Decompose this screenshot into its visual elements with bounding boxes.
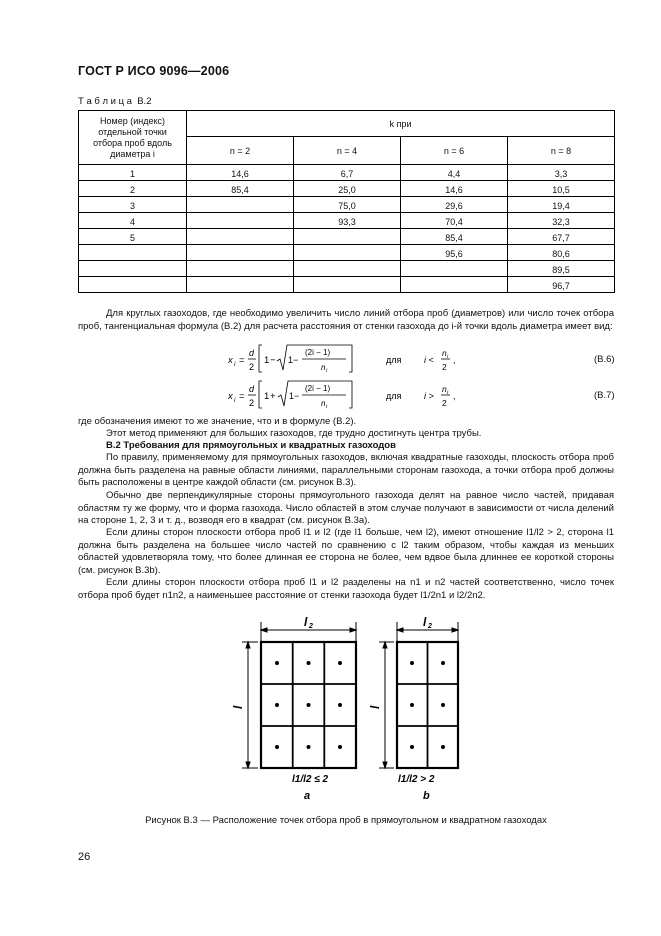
table-cell-value: 14,6 bbox=[401, 181, 508, 197]
sampling-point bbox=[338, 661, 342, 665]
table-row bbox=[79, 213, 615, 229]
formula-b6-cond-num: n bbox=[442, 348, 447, 358]
table-cell-value bbox=[187, 245, 294, 261]
formula-b6-cond-num-sub: i bbox=[447, 354, 449, 360]
figure-b-dim-l2-arrow-right bbox=[452, 628, 458, 632]
table-cell-value: 89,5 bbox=[508, 261, 615, 277]
sampling-point bbox=[410, 745, 414, 749]
table-cell-value bbox=[187, 229, 294, 245]
sampling-point bbox=[307, 703, 311, 707]
table-row bbox=[79, 277, 615, 293]
table-cell-index bbox=[79, 245, 187, 261]
table-cell-value bbox=[294, 261, 401, 277]
figure-b3 bbox=[230, 610, 480, 805]
figure-b-dim-l2-arrow-left bbox=[397, 628, 403, 632]
table-cell-value: 96,7 bbox=[508, 277, 615, 293]
formula-b7-label: (В.7) bbox=[594, 390, 615, 401]
table-row bbox=[79, 165, 615, 181]
formula-b7-inner-den: n bbox=[321, 399, 326, 408]
table-cell-index: 3 bbox=[79, 197, 187, 213]
formula-b6-num: d bbox=[249, 348, 255, 358]
paragraph-intro: Для круглых газоходов, где необходимо увеличить число линий отбора проб (диаметров) или число точек отбора проб, тангенциальная формула (В.2) для расчета расстояния от стенки газохода до i-й точки вдоль диаметра имеет вид: bbox=[78, 308, 614, 332]
table-cell-value bbox=[401, 277, 508, 293]
formula-b6-lhs-sub: i bbox=[234, 361, 236, 368]
table-cell-index bbox=[79, 261, 187, 277]
figure-a-dim-l1-arrow-top bbox=[246, 642, 250, 648]
table-row bbox=[79, 261, 615, 277]
table-header-n2: n = 4 bbox=[294, 137, 401, 165]
table-cell-index: 5 bbox=[79, 229, 187, 245]
table-cell-index: 1 bbox=[79, 165, 187, 181]
table-header-n1: n = 2 bbox=[187, 137, 294, 165]
table-header-index-label: Номер (индекс) отдельной точки отбора проб вдоль диаметра i bbox=[93, 115, 172, 159]
table-cell-value: 19,4 bbox=[508, 197, 615, 213]
formula-b7-lhs-sub: i bbox=[234, 397, 236, 404]
table-row bbox=[79, 245, 615, 261]
figure-b-l2-sub: 2 bbox=[428, 623, 432, 630]
sampling-point bbox=[441, 661, 445, 665]
formula-b6-sign: − bbox=[270, 355, 276, 366]
table-cell-value: 25,0 bbox=[294, 181, 401, 197]
paragraph-method: Этот метод применяют для больших газоходов, где трудно достигнуть центра трубы. bbox=[106, 428, 482, 439]
figure-a-l1-label: l bbox=[231, 705, 245, 709]
figure-a-dim-l1-arrow-bottom bbox=[246, 762, 250, 768]
sampling-point bbox=[338, 745, 342, 749]
figure-a-l2-sub: 2 bbox=[309, 623, 313, 630]
table-header-n3: n = 6 bbox=[401, 137, 508, 165]
table-cell-value: 4,4 bbox=[401, 165, 508, 181]
formula-b7-inner-one: 1− bbox=[289, 391, 300, 401]
figure-a-points bbox=[275, 661, 342, 749]
formula-b7-comma: , bbox=[453, 391, 456, 401]
sampling-point bbox=[441, 745, 445, 749]
table-cell-value bbox=[187, 277, 294, 293]
table-cell-value bbox=[294, 277, 401, 293]
paragraph-usually: Обычно две перпендикулярные стороны прямоугольного газохода делят на равное число частей, придавая областям ту же форму, что и форма газохода. Число областей в этом случае получают в зависимости от числа делений на стороне 1, 2, 3 и т. д., возводя его в квадрат (см. рисунок В.3а). bbox=[78, 490, 614, 526]
formula-b6-label: (В.6) bbox=[594, 354, 615, 365]
figure-b-dim-l1-arrow-top bbox=[383, 642, 387, 648]
sampling-point bbox=[410, 703, 414, 707]
table-cell-value: 6,7 bbox=[294, 165, 401, 181]
table-cell-value bbox=[401, 261, 508, 277]
formula-b7-svg bbox=[228, 378, 528, 410]
table-cell-value bbox=[187, 213, 294, 229]
table-row bbox=[79, 197, 615, 213]
table-cell-value: 70,4 bbox=[401, 213, 508, 229]
formula-b7-den: 2 bbox=[249, 398, 255, 408]
formula-b7-cond-word: для bbox=[386, 391, 402, 401]
formula-b7-cond-den: 2 bbox=[442, 398, 447, 408]
formula-b7-lhs: x bbox=[228, 391, 233, 402]
table-cell-value: 85,4 bbox=[187, 181, 294, 197]
table-cell-value bbox=[187, 197, 294, 213]
table-cell-index bbox=[79, 277, 187, 293]
figure-b-ratio: l1/l2 > 2 bbox=[398, 774, 435, 785]
formula-b7 bbox=[228, 378, 528, 410]
table-row bbox=[79, 229, 615, 245]
table-cell-value bbox=[294, 229, 401, 245]
table-cell-value: 32,3 bbox=[508, 213, 615, 229]
formula-b6 bbox=[228, 342, 528, 374]
paragraph-counts: Если длины сторон плоскости отбора проб l1 и l2 разделены на n1 и n2 частей соответственно, число точек отбора проб будет n1n2, а наименьшее расстояние от стенки газохода будет l1/2n1 и l2/2n2. bbox=[78, 577, 614, 601]
table-caption: Т а б л и ц а В.2 bbox=[78, 96, 152, 107]
sampling-point bbox=[441, 703, 445, 707]
data-table bbox=[78, 110, 615, 293]
table-cell-value: 75,0 bbox=[294, 197, 401, 213]
formula-b7-cond-num: n bbox=[442, 384, 447, 394]
formula-b7-cond: i > bbox=[424, 391, 434, 401]
table-header-index bbox=[79, 111, 187, 165]
figure-a-dim-l2-arrow-left bbox=[261, 628, 267, 632]
formula-b6-lhs: x bbox=[228, 355, 233, 366]
table-row bbox=[79, 181, 615, 197]
sampling-point bbox=[275, 703, 279, 707]
formula-b7-cond-num-sub: i bbox=[447, 390, 449, 396]
table-cell-value: 29,6 bbox=[401, 197, 508, 213]
figure-a-l2-label: l bbox=[304, 615, 308, 629]
table-cell-value: 93,3 bbox=[294, 213, 401, 229]
paragraph-notation: где обозначения имеют то же значение, что и в формуле (В.2). bbox=[78, 416, 357, 427]
sampling-point bbox=[410, 661, 414, 665]
page-number: 26 bbox=[78, 851, 91, 863]
section-heading: В.2 Требования для прямоугольных и квадратных газоходов bbox=[106, 440, 396, 451]
table-cell-value: 85,4 bbox=[401, 229, 508, 245]
table-cell-value: 10,5 bbox=[508, 181, 615, 197]
table-cell-value: 95,6 bbox=[401, 245, 508, 261]
table-cell-value bbox=[187, 261, 294, 277]
table-cell-value: 14,6 bbox=[187, 165, 294, 181]
formula-b6-cond-word: для bbox=[386, 355, 402, 365]
sampling-point bbox=[275, 661, 279, 665]
standard-title: ГОСТ Р ИСО 9096—2006 bbox=[78, 64, 230, 78]
table-cell-value bbox=[294, 245, 401, 261]
table-cell-value: 80,6 bbox=[508, 245, 615, 261]
formula-b6-comma: , bbox=[453, 355, 456, 365]
sampling-point bbox=[338, 703, 342, 707]
formula-b6-inner-one: 1− bbox=[288, 355, 299, 365]
formula-b6-cond-den: 2 bbox=[442, 362, 447, 372]
figure-b-l1-label: l bbox=[368, 705, 382, 709]
figure-a-label: a bbox=[304, 790, 311, 802]
figure-b-dim-l1-arrow-bottom bbox=[383, 762, 387, 768]
sampling-point bbox=[307, 745, 311, 749]
formula-b6-cond: i < bbox=[424, 355, 434, 365]
figure-b-l2-label: l bbox=[423, 615, 427, 629]
formula-b7-inner-num: (2i − 1) bbox=[305, 384, 331, 393]
formula-b6-inner-den-sub: i bbox=[326, 368, 328, 374]
figure-b-group bbox=[379, 622, 458, 768]
formula-b7-one: 1 bbox=[264, 391, 270, 402]
table-cell-value: 3,3 bbox=[508, 165, 615, 181]
table-header-k bbox=[187, 111, 615, 137]
formula-b6-den: 2 bbox=[249, 362, 255, 372]
table-header-n4: n = 8 bbox=[508, 137, 615, 165]
formula-b6-inner-num: (2i − 1) bbox=[305, 348, 331, 357]
figure-b-label: b bbox=[423, 790, 430, 802]
formula-b6-one: 1 bbox=[264, 355, 270, 366]
table-header-k-label: k при bbox=[389, 118, 412, 129]
sampling-point bbox=[307, 661, 311, 665]
formula-b6-inner-den: n bbox=[321, 363, 326, 372]
formula-b7-sign: + bbox=[270, 391, 276, 402]
figure-a-ratio: l1/l2 ≤ 2 bbox=[292, 774, 329, 785]
formula-b7-eq: = bbox=[239, 391, 245, 402]
table-cell-value: 67,7 bbox=[508, 229, 615, 245]
figure-a-dim-l2-arrow-right bbox=[350, 628, 356, 632]
formula-b7-inner-den-sub: i bbox=[326, 404, 328, 410]
paragraph-ratio: Если длины сторон плоскости отбора проб l1 и l2 (где l1 больше, чем l2), имеют отношение l1/l2 > 2, сторона l1 должна быть разделена на большее число частей по сравнению с l2 таким образом, чтобы каждая из меньших областей удовлетворяла тому, что более длинная ее сторона не более, чем вдвое была длиннее ее короткой стороны (см. рисунок В.3b). bbox=[78, 527, 614, 576]
sampling-point bbox=[275, 745, 279, 749]
formula-b7-num: d bbox=[249, 384, 255, 394]
figure-caption: Рисунок В.3 — Расположение точек отбора проб в прямоугольном и квадратном газоходах bbox=[145, 815, 547, 826]
table-cell-index: 2 bbox=[79, 181, 187, 197]
paragraph-rule: По правилу, применяемому для прямоугольных газоходов, включая квадратные газоходы, плоскость отбора проб должна быть разделена на равные области линиями, параллельными сторонам газохода, а точки отбора проб должны быть расположены в центре каждой области (см. рисунок В.3). bbox=[78, 452, 614, 488]
formula-b6-svg bbox=[228, 342, 528, 374]
formula-b6-eq: = bbox=[239, 355, 245, 366]
table-cell-index: 4 bbox=[79, 213, 187, 229]
